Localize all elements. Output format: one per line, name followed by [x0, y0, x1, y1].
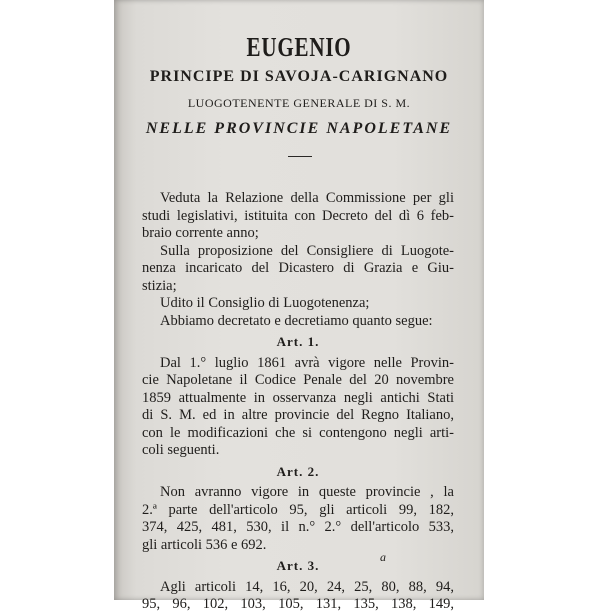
decree-body: [142, 190, 454, 614]
article-heading: Art. 3.: [276, 558, 320, 573]
text-line: Dal 1.° luglio 1861 avrà vigore nelle Provin-: [160, 354, 454, 371]
header-rule: [288, 156, 312, 157]
text-line: Abbiamo decretato e decretiamo quanto segue:: [160, 312, 433, 329]
text-line: nenza incaricato del Dicastero di Grazia e Giu-: [142, 260, 454, 276]
text-line: Sulla proposizione del Consigliere di Luogote-: [160, 242, 454, 259]
text-line: 2.ª parte dell'articolo 95, gli articoli 99, 182,: [142, 501, 454, 518]
text-line: gli articoli 536 e 692.: [142, 536, 267, 553]
text-line: studi legislativi, istituita con Decreto del dì 6 feb-: [142, 207, 454, 224]
text-line: Agli articoli 14, 16, 20, 24, 25, 80, 88, 94,: [160, 578, 454, 595]
article-heading: Art. 2.: [276, 463, 320, 479]
book-page: [114, 0, 484, 612]
header-title-line: PRINCIPE DI SAVOJA-CARIGNANO: [149, 68, 449, 85]
text-line: Non avranno vigore in queste provincie , la: [160, 484, 454, 500]
text-line: cie Napoletane il Codice Penale del 20 novembre: [142, 372, 454, 388]
text-line: 1859 attualmente in osservanza negli antichi Stati: [142, 389, 454, 406]
text-line: Veduta la Relazione della Commissione per gli: [160, 190, 454, 206]
text-line: con le modificazioni che si contengono negli arti-: [142, 424, 454, 441]
text-line: Udito il Consiglio di Luogotenenza;: [160, 295, 370, 311]
article-heading: Art. 1.: [276, 334, 320, 349]
text-line: stizia;: [142, 277, 177, 294]
text-line: braio corrente anno;: [142, 225, 259, 241]
text-line: coli seguenti.: [142, 442, 220, 458]
text-line: 95, 96, 102, 103, 105, 131, 135, 138, 149,: [142, 596, 454, 612]
text-line: di S. M. ed in altre provincie del Regno Italiano,: [142, 407, 454, 423]
text-line: 374, 425, 481, 530, il n.° 2.° dell'articolo 533,: [142, 519, 454, 535]
header-name: EUGENIO: [246, 32, 352, 62]
header-office-line: LUOGOTENENTE GENERALE DI S. M.: [187, 96, 411, 110]
header-province-line: NELLE PROVINCIE NAPOLETANE: [145, 120, 453, 137]
signature-mark: a: [380, 550, 386, 564]
